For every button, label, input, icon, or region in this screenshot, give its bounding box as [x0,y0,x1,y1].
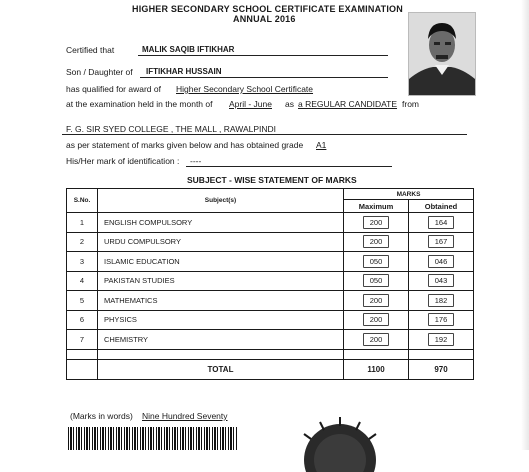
total-row [67,359,474,379]
row-max: 200 [363,294,390,307]
parent-underline [140,77,388,78]
row-subject: MATHEMATICS [98,291,344,311]
name-underline [138,55,388,56]
row-obtained: 176 [428,313,455,326]
row-sno: 5 [67,291,98,311]
row-subject: CHEMISTRY [98,330,344,350]
row-sno: 3 [67,252,98,272]
row-subject: ENGLISH COMPULSORY [98,213,344,233]
award-name: Higher Secondary School Certificate [176,84,314,94]
marks-heading: SUBJECT - WISE STATEMENT OF MARKS [187,175,357,185]
row-max: 200 [363,235,390,248]
student-photo [408,12,476,96]
col-subject-header: Subject(s) [98,189,344,213]
grade-label: as per statement of marks given below and has obtained grade [66,140,304,150]
col-obtained-header: Obtained [409,200,474,213]
row-obtained: 046 [428,255,455,268]
table-row [67,330,474,350]
certified-label: Certified that [66,45,115,55]
page-edge-shadow [521,0,529,450]
table-row [67,213,474,233]
row-sno: 7 [67,330,98,350]
marks-in-words-value: Nine Hundred Seventy [142,411,228,421]
row-sno: 4 [67,271,98,291]
official-seal-icon [290,412,390,472]
exam-months: April - June [229,99,272,109]
grade-value: A1 [316,140,327,150]
candidate-type: a REGULAR CANDIDATE [298,99,398,109]
as-label: as [285,99,294,109]
row-obtained: 167 [428,235,455,248]
marks-header-row-top [67,189,474,200]
certificate-subtitle: ANNUAL 2016 [233,14,296,24]
certificate-title: HIGHER SECONDARY SCHOOL CERTIFICATE EXAMINATION [132,4,403,14]
institution-name: F. G. SIR SYED COLLEGE , THE MALL , RAWALPINDI [66,124,277,134]
total-label: TOTAL [98,359,344,379]
table-row [67,252,474,272]
identification-underline [186,166,392,167]
col-max-header: Maximum [344,200,409,213]
row-max: 050 [363,274,390,287]
table-row [67,232,474,252]
barcode-icon [68,427,238,450]
table-row [67,271,474,291]
row-subject: PHYSICS [98,310,344,330]
row-sno: 2 [67,232,98,252]
institution-underline [62,134,467,135]
student-photo-icon [409,13,475,95]
marks-in-words-label: (Marks in words) [70,411,133,421]
row-max: 200 [363,216,390,229]
row-sno: 6 [67,310,98,330]
parent-label: Son / Daughter of [66,67,133,77]
row-sno: 1 [67,213,98,233]
row-max: 200 [363,313,390,326]
row-max: 200 [363,333,390,346]
parent-name: IFTIKHAR HUSSAIN [146,67,222,76]
row-max: 050 [363,255,390,268]
col-marks-header: MARKS [344,189,474,200]
spacer-row [67,349,474,359]
row-subject: URDU COMPULSORY [98,232,344,252]
row-obtained: 043 [428,274,455,287]
table-row [67,291,474,311]
row-subject: PAKISTAN STUDIES [98,271,344,291]
total-max: 1100 [344,359,409,379]
candidate-name: MALIK SAQIB IFTIKHAR [142,45,235,54]
row-subject: ISLAMIC EDUCATION [98,252,344,272]
marks-table [66,188,474,380]
qualified-label: has qualified for award of [66,84,161,94]
total-obtained: 970 [409,359,474,379]
identification-value: ---- [190,156,202,166]
from-label: from [402,99,419,109]
col-sno-header: S.No. [67,189,98,213]
row-obtained: 192 [428,333,455,346]
row-obtained: 164 [428,216,455,229]
table-row [67,310,474,330]
row-obtained: 182 [428,294,455,307]
exam-label: at the examination held in the month of [66,99,213,109]
identification-label: His/Her mark of identification : [66,156,180,166]
